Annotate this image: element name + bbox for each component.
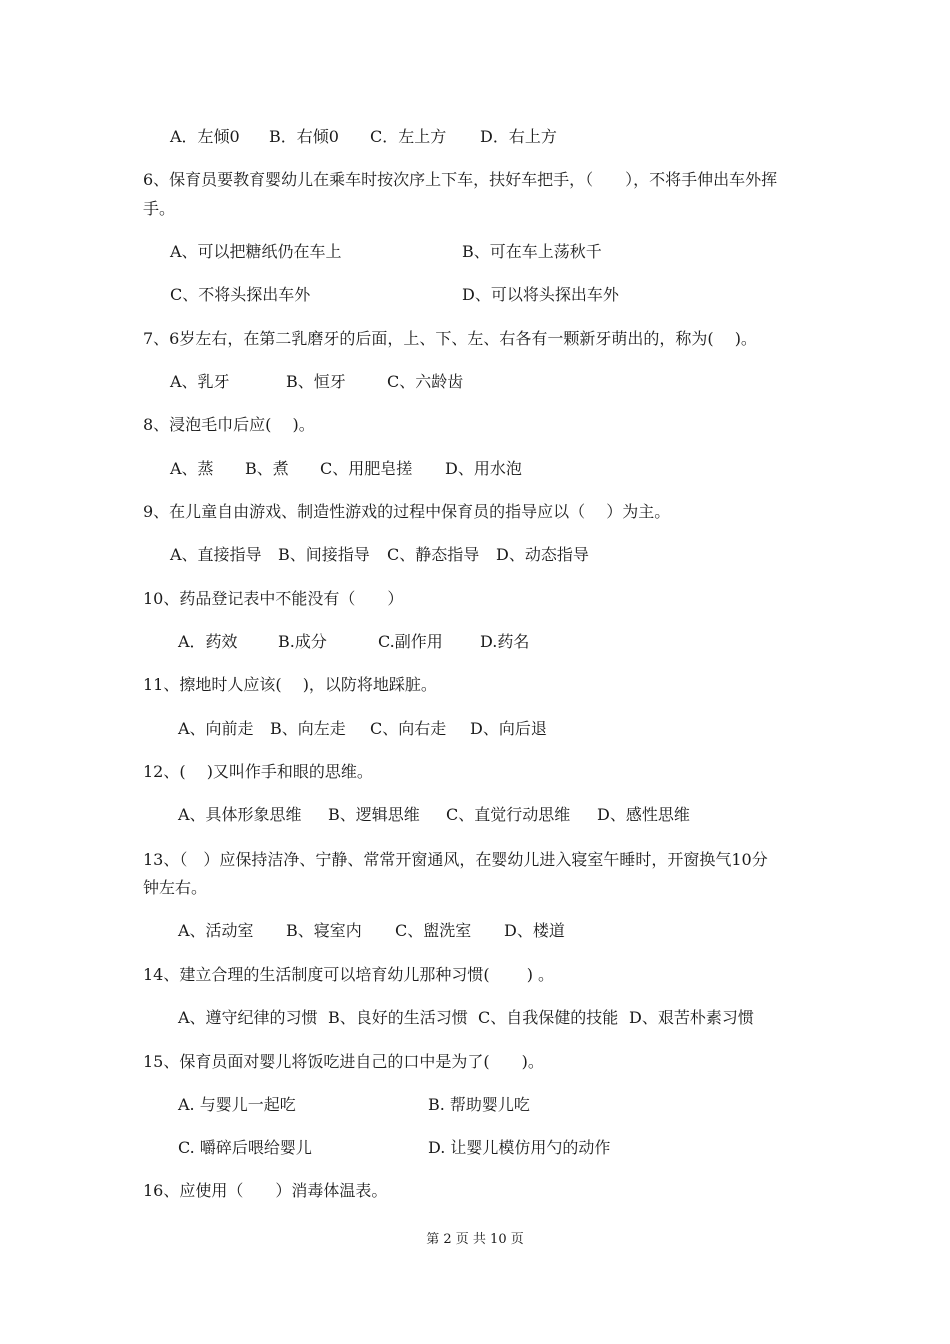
q13-stem-line1: 13、（ ）应保持洁净、宁静、常常开窗通风，在婴幼儿进入寝室午睡时，开窗换气10分 <box>143 850 768 869</box>
q6-option-a: A、可以把糖纸仍在车上 <box>170 242 342 261</box>
q13-option-d: D、楼道 <box>504 921 565 940</box>
q6-option-b: B、可在车上荡秋千 <box>462 242 602 261</box>
q13-stem-line2: 钟左右。 <box>143 878 208 897</box>
q12-option-d: D、感性思维 <box>597 805 690 824</box>
q10-option-c: C.副作用 <box>378 632 443 651</box>
q11-stem: 11、擦地时人应该( )，以防将地踩脏。 <box>143 675 437 694</box>
q8-stem: 8、浸泡毛巾后应( )。 <box>143 415 315 434</box>
q10-option-d: D.药名 <box>480 632 530 651</box>
q13-option-a: A、活动室 <box>178 921 254 940</box>
q14-option-d: D、艰苦朴素习惯 <box>629 1008 754 1027</box>
q8-option-d: D、用水泡 <box>445 459 522 478</box>
q5-option-d: D．右上方 <box>480 127 557 146</box>
q7-option-b: B、恒牙 <box>286 372 346 391</box>
q5-option-c: C．左上方 <box>370 127 447 146</box>
q10-option-a: A．药效 <box>178 632 238 651</box>
q8-option-c: C、用肥皂搓 <box>320 459 413 478</box>
q12-stem: 12、( )又叫作手和眼的思维。 <box>143 762 373 781</box>
q11-option-d: D、向后退 <box>470 719 547 738</box>
q15-option-c: C. 嚼碎后喂给婴儿 <box>178 1138 312 1157</box>
q15-option-b: B. 帮助婴儿吃 <box>428 1095 530 1114</box>
q11-option-b: B、向左走 <box>270 719 346 738</box>
q12-option-a: A、具体形象思维 <box>178 805 302 824</box>
q9-option-a: A、直接指导 <box>170 545 262 564</box>
q8-option-a: A、蒸 <box>170 459 214 478</box>
q7-stem: 7、6岁左右，在第二乳磨牙的后面，上、下、左、右各有一颗新牙萌出的，称为( )。 <box>143 329 757 348</box>
q13-option-b: B、寝室内 <box>286 921 362 940</box>
q10-stem: 10、药品登记表中不能没有（ ） <box>143 589 404 608</box>
q7-option-a: A、乳牙 <box>170 372 230 391</box>
q11-option-c: C、向右走 <box>370 719 447 738</box>
q9-stem: 9、在儿童自由游戏、制造性游戏的过程中保育员的指导应以（ ）为主。 <box>143 502 671 521</box>
q14-stem: 14、建立合理的生活制度可以培育幼儿那种习惯( ) 。 <box>143 965 555 984</box>
q14-option-b: B、良好的生活习惯 <box>328 1008 468 1027</box>
q6-stem-line2: 手。 <box>143 199 176 218</box>
q10-option-b: B.成分 <box>278 632 327 651</box>
q12-option-c: C、直觉行动思维 <box>446 805 571 824</box>
q12-option-b: B、逻辑思维 <box>328 805 420 824</box>
q16-stem: 16、应使用（ ）消毒体温表。 <box>143 1181 388 1200</box>
q9-option-c: C、静态指导 <box>387 545 480 564</box>
q6-option-c: C、不将头探出车外 <box>170 285 311 304</box>
q13-option-c: C、盥洗室 <box>395 921 472 940</box>
q15-stem: 15、保育员面对婴儿将饭吃进自己的口中是为了( )。 <box>143 1052 544 1071</box>
q14-option-c: C、自我保健的技能 <box>478 1008 619 1027</box>
q9-option-b: B、间接指导 <box>278 545 370 564</box>
q6-option-d: D、可以将头探出车外 <box>462 285 619 304</box>
q8-option-b: B、煮 <box>245 459 289 478</box>
q7-option-c: C、六龄齿 <box>387 372 464 391</box>
q14-option-a: A、遵守纪律的习惯 <box>178 1008 318 1027</box>
page-number-footer: 第 2 页 共 10 页 <box>426 1232 524 1247</box>
q11-option-a: A、向前走 <box>178 719 254 738</box>
q15-option-d: D. 让婴儿模仿用勺的动作 <box>428 1138 611 1157</box>
q5-option-b: B．右倾0 <box>269 127 339 146</box>
q9-option-d: D、动态指导 <box>496 545 589 564</box>
q6-stem-line1: 6、保育员要教育婴幼儿在乘车时按次序上下车，扶好车把手，（ ），不将手伸出车外挥 <box>143 170 778 189</box>
q15-option-a: A. 与婴儿一起吃 <box>178 1095 296 1114</box>
q5-option-a: A．左倾0 <box>170 127 240 146</box>
